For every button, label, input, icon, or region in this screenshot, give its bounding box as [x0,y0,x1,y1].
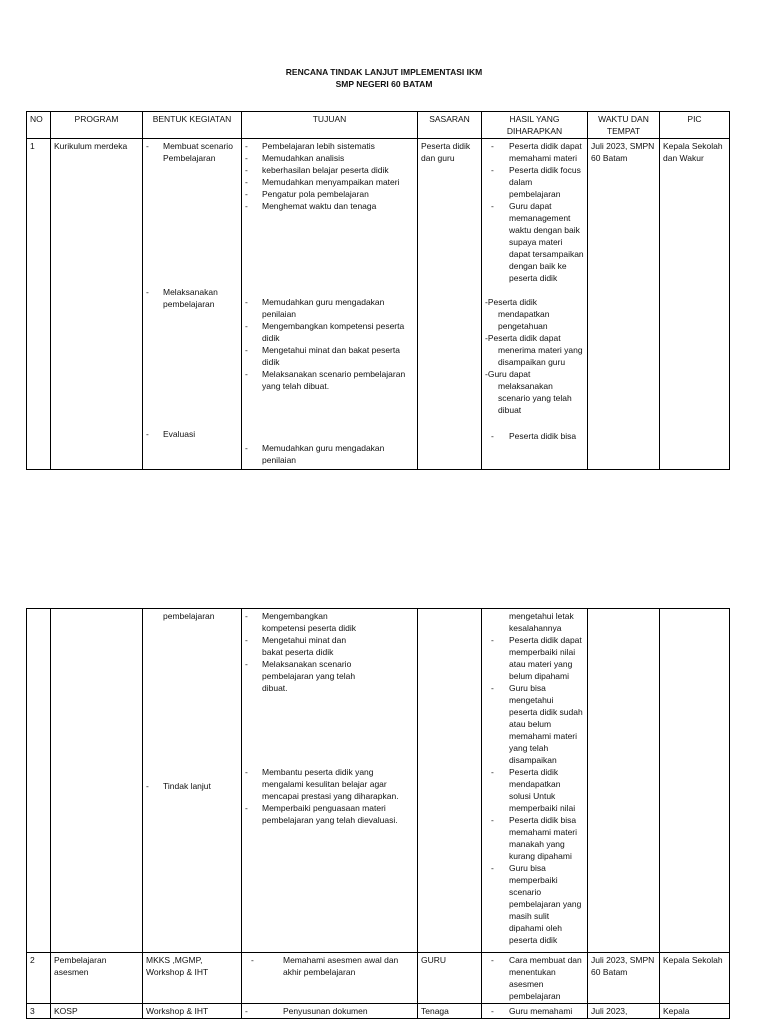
row-pic: Kepala Sekolah dan Wakur [660,139,730,470]
list-item: - Pembelajaran lebih sistematis [245,140,414,152]
list-item: - Melaksanakan scenario pembelajaran yang telah dibuat. [245,368,414,392]
plan-table-page1 [26,111,730,470]
header-sasaran: SASARAN [418,112,482,139]
row-sasaran: Tenaga [418,1004,482,1019]
list-item: -Peserta didik dapat menerima materi yang disampaikan guru [485,333,583,367]
list-item: - Melaksanakan pembelajaran [146,286,238,310]
header-bentuk-kegiatan: BENTUK KEGIATAN [143,112,242,139]
header-program: PROGRAM [51,112,143,139]
document-title [0,66,768,90]
row-waktu: Juli 2023, [588,1004,660,1019]
row-pic: Kepala Sekolah [660,953,730,1004]
list-item: - Memperbaiki penguasaan materi pembelajaran yang telah dievaluasi. [245,802,414,826]
row-program: KOSP [51,1004,143,1019]
row-sasaran: GURU [418,953,482,1004]
row-pic [660,609,730,953]
table-row [27,1004,730,1019]
row-waktu: Juli 2023, SMPN 60 Batam [588,139,660,470]
list-item: - Memahami asesmen awal dan akhir pembelajaran [245,954,414,978]
list-item: - Peserta didik dapat memperbaiki nilai atau materi yang belum dipahami [485,634,584,682]
header-waktu: WAKTU DAN TEMPAT [588,112,660,139]
row-pic: Kepala [660,1004,730,1019]
row-no: 1 [27,139,51,470]
header-pic: PIC [660,112,730,139]
row-tujuan [242,609,418,953]
list-item: - Peserta didik dapat memahami materi [485,140,584,164]
list-item: - Tindak lanjut [146,780,238,792]
row-no: 3 [27,1004,51,1019]
list-item: - Memudahkan guru mengadakan penilaian [245,296,414,320]
header-no: NO [27,112,51,139]
row-program [51,609,143,953]
row-program: Kurikulum merdeka [51,139,143,470]
row-tujuan [242,953,418,1004]
row-waktu [588,609,660,953]
row-hasil [482,1004,588,1019]
row-hasil [482,139,588,470]
table-row [27,139,730,470]
list-item: - Evaluasi [146,428,238,440]
row-tujuan [242,1004,418,1019]
list-item: - Menghemat waktu dan tenaga [245,200,414,212]
list-item: - Mengembangkan kompetensi peserta didik [245,320,414,344]
row-program: Pembelajaran asesmen [51,953,143,1004]
row-no [27,609,51,953]
list-item: - Membuat scenario Pembelajaran [146,140,238,164]
list-item: -Guru dapat melaksanakan scenario yang telah dibuat [485,369,572,415]
header-row [27,112,730,139]
list-item: - Penyusunan dokumen [245,1005,414,1017]
list-item: - Peserta didik mendapatkan solusi Untuk memperbaiki nilai [485,766,584,814]
row-waktu: Juli 2023, SMPN 60 Batam [588,953,660,1004]
list-item: - Guru dapat memanagement waktu dengan baik supaya materi dapat tersampaikan dengan baik ke peserta didik [485,200,584,284]
document-title-line1: RENCANA TINDAK LANJUT IMPLEMENTASI IKM [285,67,483,77]
table-row [27,609,730,953]
list-item: - Cara membuat dan menentukan asesmen pembelajaran [485,954,584,1002]
document-title-line2: SMP NEGERI 60 BATAM [335,79,433,89]
list-item: - Peserta didik bisa [485,430,584,442]
list-item: - Melaksanakan scenario pembelajaran yang telah dibuat. [245,658,365,694]
list-item: - Peserta didik focus dalam pembelajaran [485,164,584,200]
list-item: mengetahui letak kesalahannya [509,611,574,633]
list-item: - Pengatur pola pembelajaran [245,188,414,200]
list-item: - Mengetahui minat dan bakat peserta didik [245,344,414,368]
row-no: 2 [27,953,51,1004]
row-hasil [482,953,588,1004]
list-item: - Mengetahui minat dan bakat peserta didik [245,634,365,658]
header-hasil: HASIL YANG DIHARAPKAN [482,112,588,139]
list-item: pembelajaran [163,611,215,621]
list-item: - Membantu peserta didik yang mengalami kesulitan belajar agar mencapai prestasi yang diharapkan. [245,766,414,802]
header-tujuan: TUJUAN [242,112,418,139]
list-item: - Mengembangkan kompetensi peserta didik [245,610,365,634]
table-row [27,953,730,1004]
list-item: -Peserta didik mendapatkan pengetahuan [485,297,550,331]
list-item: - Guru bisa memperbaiki scenario pembelajaran yang masih sulit dipahami oleh peserta didik [485,862,584,946]
row-bentuk-kegiatan: Workshop & IHT [143,1004,242,1019]
row-hasil [482,609,588,953]
row-sasaran [418,609,482,953]
list-item: - Guru bisa mengetahui peserta didik sudah atau belum memahami materi yang telah disampaikan [485,682,584,766]
row-bentuk-kegiatan [143,139,242,470]
row-bentuk-kegiatan: MKKS ,MGMP, Workshop & IHT [143,953,242,1004]
list-item: - Memudahkan guru mengadakan penilaian [245,442,414,466]
row-sasaran: Peserta didik dan guru [418,139,482,470]
list-item: - Memudahkan menyampaikan materi [245,176,414,188]
list-item: - keberhasilan belajar peserta didik [245,164,414,176]
row-tujuan [242,139,418,470]
plan-table-page2 [26,608,730,1019]
row-bentuk-kegiatan [143,609,242,953]
list-item: - Guru memahami [485,1005,584,1017]
list-item: - Memudahkan analisis [245,152,414,164]
list-item: - Peserta didik bisa memahami materi manakah yang kurang dipahami [485,814,584,862]
